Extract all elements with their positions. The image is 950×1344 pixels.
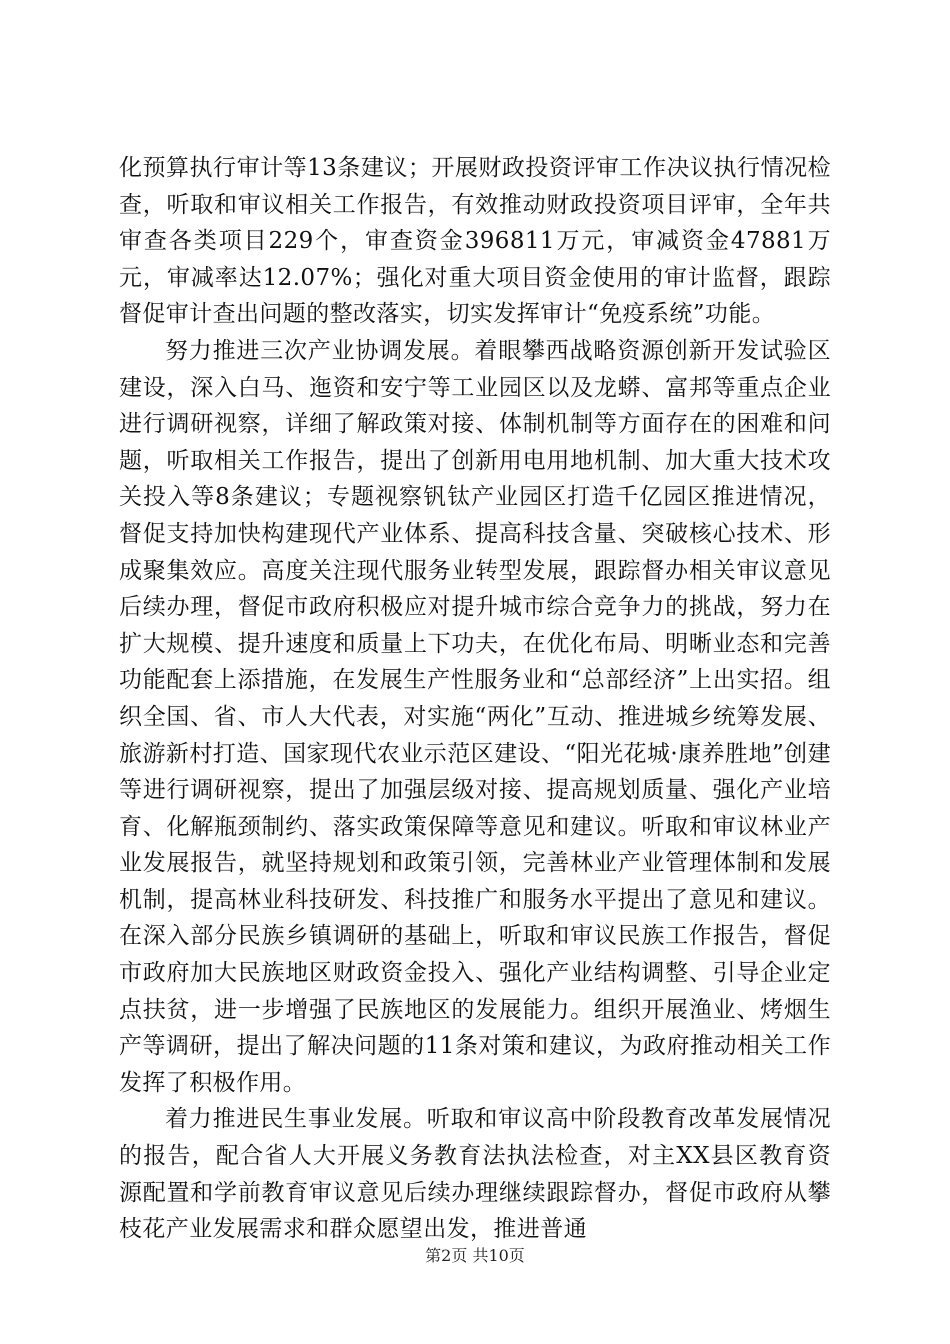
paragraph-3: 着力推进民生事业发展。听取和审议高中阶段教育改革发展情况的报告，配合省人大开展义务教育法执法检查，对主XX县区教育资源配置和学前教育审议意见后续办理继续跟踪督办，督促市政府从攀枝花产业发展需求和群众愿望出发，推进普通 (119, 1106, 831, 1243)
paragraph-2: 努力推进三次产业协调发展。着眼攀西战略资源创新开发试验区建设，深入白马、迤资和安宁等工业园区以及龙蟒、富邦等重点企业进行调研视察，详细了解政策对接、体制机制等方面存在的困难和问题，听取相关工作报告，提出了创新用电用地机制、加大重大技术攻关投入等8条建议；专题视察钒钛产业园区打造千亿园区推进情况，督促支持加快构建现代产业体系、提高科技含量、突破核心技术、形成聚集效应。高度关注现代服务业转型发展，跟踪督办相关审议意见后续办理，督促市政府积极应对提升城市综合竞争力的挑战，努力在扩大规模、提升速度和质量上下功夫，在优化布局、明晰业态和完善功能配套上添措施，在发展生产性服务业和“总部经济”上出实招。组织全国、省、市人大代表，对实施“两化”互动、推进城乡统筹发展、旅游新村打造、国家现代农业示范区建设、“阳光花城·康养胜地”创建等进行调研视察，提出了加强层级对接、提高规划质量、强化产业培育、化解瓶颈制约、落实政策保障等意见和建议。听取和审议林业产业发展报告，就坚持规划和政策引领，完善林业产业管理体制和发展机制，提高林业科技研发、科技推广和服务水平提出了意见和建议。在深入部分民族乡镇调研的基础上，听取和审议民族工作报告，督促市政府加大民族地区财政资金投入、强化产业结构调整、引导企业定点扶贫，进一步增强了民族地区的发展能力。组织开展渔业、烤烟生产等调研，提出了解决问题的11条对策和建议，为政府推动相关工作发挥了积极作用。 (119, 337, 831, 1096)
page-number-footer: 第2页 共10页 (425, 1246, 525, 1265)
document-body (119, 150, 831, 1248)
paragraph-1: 化预算执行审计等13条建议；开展财政投资评审工作决议执行情况检查，听取和审议相关工作报告，有效推动财政投资项目评审，全年共审查各类项目229个，审查资金396811万元，审减资金47881万元，审减率达12.07%；强化对重大项目资金使用的审计监督，跟踪督促审计查出问题的整改落实，切实发挥审计“免疫系统”功能。 (119, 155, 831, 328)
